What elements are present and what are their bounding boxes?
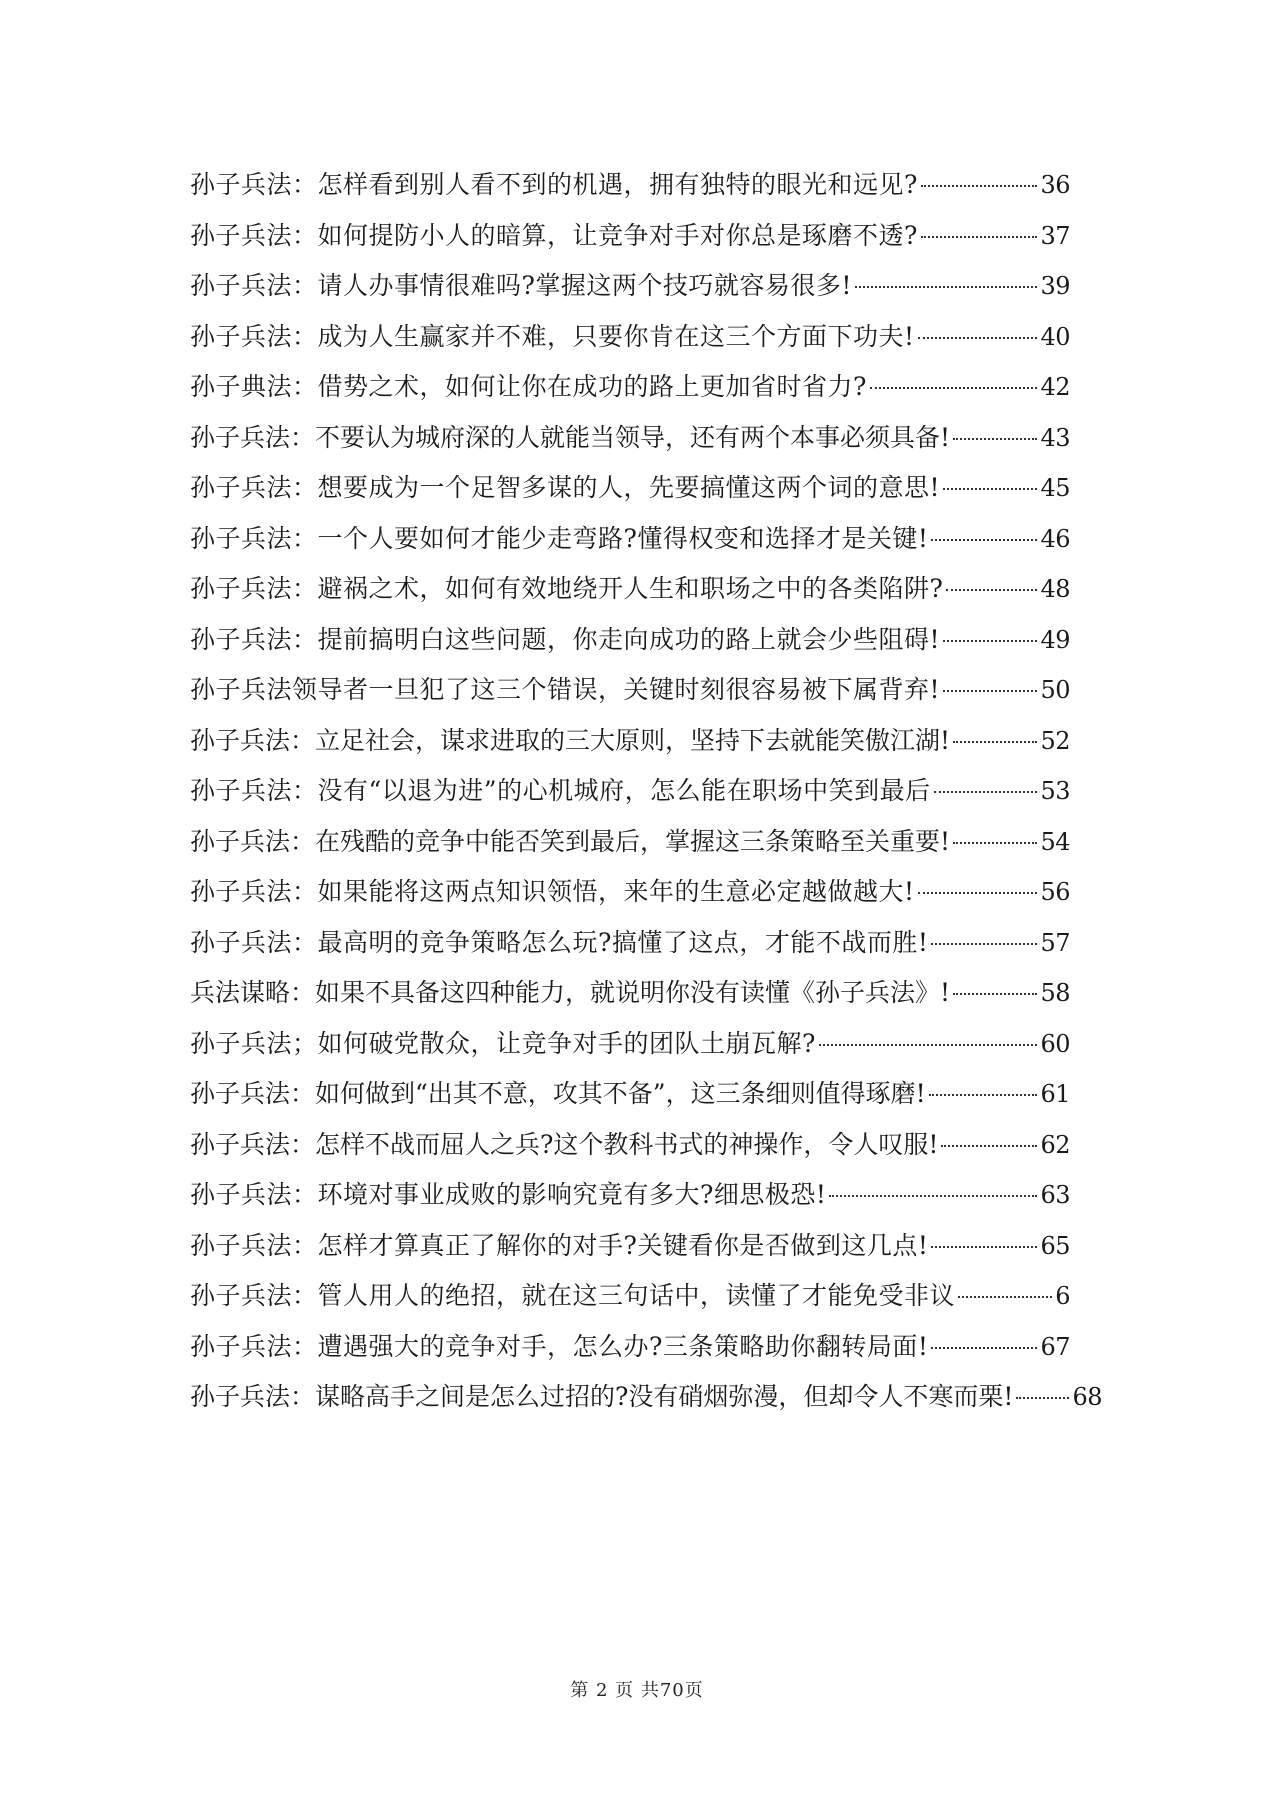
toc-entry-title: 孙子兵法：谋略高手之间是怎么过招的?没有硝烟弥漫，但却令人不寒而栗!: [190, 1382, 1014, 1411]
toc-entry-title: 孙子兵法；如何破党散众，让竞争对手的团队土崩瓦解?: [190, 1028, 816, 1058]
toc-entry-title: 孙子兵法领导者一旦犯了这三个错误，关键时刻很容易被下属背弃!: [190, 675, 941, 704]
toc-dot-leader: [918, 892, 1038, 894]
toc-entry-page: 61: [1040, 1080, 1070, 1108]
toc-entry-page: 54: [1040, 827, 1070, 856]
toc-entry[interactable]: [190, 312, 1070, 363]
toc-entry-page: 62: [1040, 1130, 1070, 1159]
toc-entry-page: 43: [1040, 423, 1070, 452]
toc-entry[interactable]: [190, 968, 1070, 1019]
toc-entry[interactable]: [190, 413, 1070, 464]
toc-entry[interactable]: [190, 564, 1070, 615]
toc-entry-title: 孙子兵法：环境对事业成败的影响究竟有多大?细思极恐!: [190, 1180, 827, 1209]
toc-entry[interactable]: [190, 1322, 1070, 1373]
toc-dot-leader: [870, 387, 1038, 389]
toc-entry-page: 46: [1040, 524, 1070, 553]
toc-entry-title: 孙子兵法：提前搞明白这些问题，你走向成功的路上就会少些阻碍!: [190, 624, 941, 654]
toc-entry-title: 孙子兵法：一个人要如何才能少走弯路?懂得权变和选择才是关键!: [190, 523, 929, 553]
toc-entry-title: 孙子兵法：怎样不战而屈人之兵?这个教科书式的神操作，令人叹服!: [190, 1129, 939, 1159]
toc-entry[interactable]: [190, 463, 1070, 514]
toc-entry-title: 兵法谋略：如果不具备这四种能力，就说明你没有读懂《孙子兵法》!: [190, 978, 951, 1007]
toc-dot-leader: [931, 943, 1037, 945]
toc-entry-page: 67: [1040, 1332, 1070, 1361]
toc-entry[interactable]: [190, 261, 1070, 312]
toc-entry-title: 孙子兵法：遭遇强大的竞争对手，怎么办?三条策略助你翻转局面!: [190, 1331, 929, 1361]
toc-entry[interactable]: [190, 665, 1070, 716]
toc-entry-page: 50: [1040, 676, 1070, 704]
table-of-contents: [190, 160, 1102, 1423]
toc-dot-leader: [819, 1044, 1038, 1046]
toc-entry-page: 56: [1040, 878, 1070, 906]
toc-dot-leader: [953, 842, 1037, 844]
toc-entry-page: 60: [1040, 1029, 1070, 1058]
toc-entry-title: 孙子兵法：怎样看到别人看不到的机遇，拥有独特的眼光和远见?: [190, 170, 918, 199]
toc-entry-title: 孙子兵法：请人办事情很难吗?掌握这两个技巧就容易很多!: [190, 271, 852, 300]
toc-entry-title: 孙子兵法：如何做到“出其不意，攻其不备”，这三条细则值得琢磨!: [190, 1079, 926, 1108]
toc-dot-leader: [918, 337, 1038, 339]
toc-entry-page: 68: [1072, 1383, 1102, 1411]
toc-entry-title: 孙子兵法：成为人生赢家并不难，只要你肯在这三个方面下功夫!: [190, 321, 915, 351]
toc-entry[interactable]: [190, 766, 1070, 817]
toc-entry-page: 37: [1040, 221, 1070, 250]
toc-entry[interactable]: [190, 1019, 1070, 1070]
toc-entry-page: 53: [1040, 777, 1070, 805]
toc-entry[interactable]: [190, 1120, 1070, 1171]
toc-entry[interactable]: [190, 211, 1070, 262]
toc-entry-title: 孙子兵法：最高明的竞争策略怎么玩?搞懂了这点，才能不战而胜!: [190, 927, 929, 957]
toc-entry-page: 39: [1040, 272, 1070, 300]
toc-entry[interactable]: [190, 160, 1070, 211]
toc-dot-leader: [953, 993, 1037, 995]
toc-entry-page: 58: [1040, 979, 1070, 1007]
toc-dot-leader: [1016, 1397, 1069, 1399]
toc-entry-page: 65: [1040, 1231, 1070, 1260]
toc-entry-page: 42: [1040, 373, 1070, 401]
toc-dot-leader: [921, 236, 1038, 238]
toc-entry[interactable]: [190, 817, 1070, 868]
toc-entry-title: 孙子兵法：在残酷的竞争中能否笑到最后，掌握这三条策略至关重要!: [190, 826, 951, 856]
toc-entry-page: 49: [1040, 625, 1070, 654]
toc-entry[interactable]: [190, 1221, 1070, 1272]
toc-dot-leader: [931, 1347, 1037, 1349]
toc-entry[interactable]: [190, 918, 1070, 969]
toc-entry-page: 45: [1040, 474, 1070, 502]
toc-entry[interactable]: [190, 1170, 1070, 1221]
toc-entry[interactable]: [190, 1271, 1070, 1322]
toc-entry[interactable]: [190, 1069, 1070, 1120]
toc-entry[interactable]: [190, 867, 1070, 918]
page-footer: 第 2 页 共70页: [570, 1680, 704, 1701]
toc-entry[interactable]: [190, 716, 1070, 767]
toc-dot-leader: [931, 539, 1037, 541]
toc-dot-leader: [943, 488, 1037, 490]
toc-dot-leader: [953, 438, 1037, 440]
toc-entry-page: 6: [1055, 1282, 1070, 1310]
toc-entry[interactable]: [190, 514, 1070, 565]
toc-dot-leader: [953, 741, 1037, 743]
toc-dot-leader: [941, 1145, 1037, 1147]
toc-entry-title: 孙子兵法：想要成为一个足智多谋的人，先要搞懂这两个词的意思!: [190, 473, 941, 502]
toc-entry-title: 孙子兵法：怎样才算真正了解你的对手?关键看你是否做到这几点!: [190, 1230, 929, 1260]
toc-entry-page: 40: [1040, 322, 1070, 351]
toc-entry-page: 36: [1040, 171, 1070, 199]
toc-dot-leader: [943, 690, 1037, 692]
toc-dot-leader: [931, 1246, 1037, 1248]
toc-entry-title: 孙子兵法：立足社会，谋求进取的三大原则，坚持下去就能笑傲江湖!: [190, 725, 951, 755]
toc-dot-leader: [943, 640, 1037, 642]
toc-entry-title: 孙子典法：借势之术，如何让你在成功的路上更加省时省力?: [190, 372, 867, 401]
toc-entry-title: 孙子兵法：避祸之术，如何有效地绕开人生和职场之中的各类陷阱?: [190, 574, 944, 603]
toc-entry-title: 孙子兵法：如果能将这两点知识领悟，来年的生意必定越做越大!: [190, 877, 915, 906]
toc-entry[interactable]: [190, 615, 1070, 666]
toc-dot-leader: [855, 286, 1038, 288]
toc-entry-page: 63: [1040, 1181, 1070, 1209]
toc-entry[interactable]: [190, 362, 1070, 413]
toc-dot-leader: [946, 589, 1037, 591]
toc-entry-title: 孙子兵法：管人用人的绝招，就在这三句话中，读懂了才能免受非议: [190, 1281, 956, 1310]
toc-dot-leader: [829, 1195, 1037, 1197]
toc-dot-leader: [958, 1296, 1052, 1298]
toc-entry-title: 孙子兵法：不要认为城府深的人就能当领导，还有两个本事必须具备!: [190, 422, 951, 452]
toc-entry-page: 57: [1040, 928, 1070, 957]
toc-entry-title: 孙子兵法：没有“以退为进”的心机城府，怎么能在职场中笑到最后: [190, 776, 931, 805]
toc-entry-page: 48: [1040, 575, 1070, 603]
toc-dot-leader: [921, 185, 1038, 187]
toc-entry[interactable]: [190, 1372, 1102, 1423]
toc-entry-title: 孙子兵法：如何提防小人的暗算，让竞争对手对你总是琢磨不透?: [190, 220, 918, 250]
toc-dot-leader: [934, 791, 1038, 793]
toc-dot-leader: [929, 1094, 1038, 1096]
toc-entry-page: 52: [1040, 726, 1070, 755]
